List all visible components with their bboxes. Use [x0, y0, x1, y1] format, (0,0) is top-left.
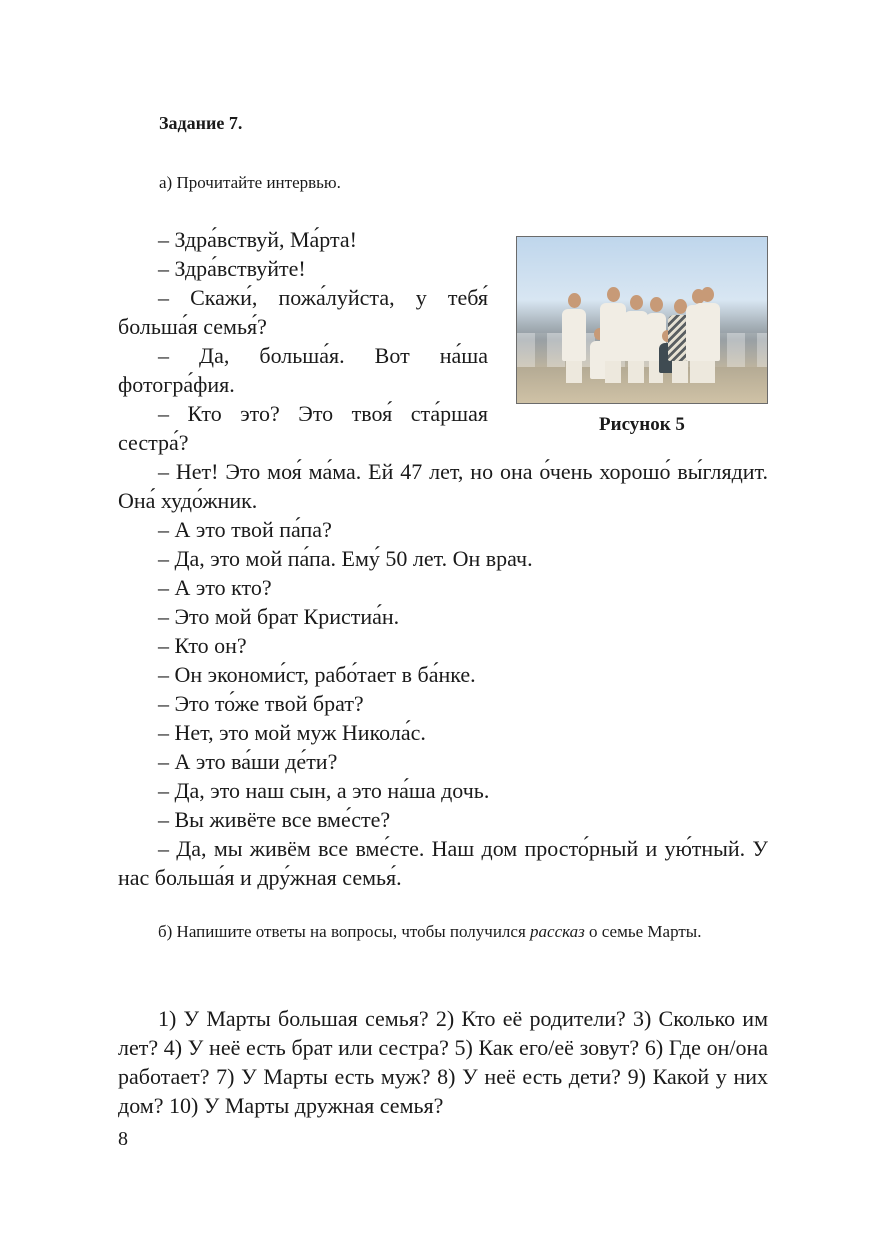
- dialog-line: – Кто он?: [158, 633, 247, 658]
- questions-list: 1) У Марты большая семья? 2) Кто её родители? 3) Сколько им лет? 4) У неё есть брат или сестра? 5) Как его/её зовут? 6) Где он/она работает? 7) У Марты есть муж? 8) У неё есть дети? 9) Какой у них дом? 10) У Марты дружная семья?: [118, 1006, 768, 1118]
- dialog-line: – Кто это? Это твоя́ ста́ршая сестра́?: [118, 401, 488, 455]
- interview-dialog: [118, 225, 768, 892]
- dialog-line: – Да, мы живём все вме́сте. Наш дом просто́рный и ую́тный. У нас больша́я и дру́жная семья́.: [118, 836, 768, 890]
- instruction-part-b-tail: о семье Марты.: [584, 922, 702, 941]
- dialog-line: – А это кто?: [158, 575, 272, 600]
- dialog-line: – Да, это мой па́па. Ему́ 50 лет. Он врач.: [158, 546, 533, 571]
- instruction-part-b-lead: б) Напишите ответы на вопросы, чтобы получился: [158, 922, 531, 941]
- dialog-line: – Нет! Это моя́ ма́ма. Ей 47 лет, но она о́чень хорошо́ вы́глядит. Она́ худо́жник.: [118, 459, 768, 513]
- dialog-line: – А это ва́ши де́ти?: [158, 749, 338, 774]
- instruction-part-b: [118, 917, 768, 947]
- task-title: Задание 7.: [159, 113, 243, 133]
- figure-caption: Рисунок 5: [599, 414, 685, 435]
- dialog-line: – Это то́же твой брат?: [158, 691, 364, 716]
- dialog-line: – А это твой па́па?: [158, 517, 332, 542]
- dialog-line: – Нет, это мой муж Никола́с.: [158, 720, 426, 745]
- dialog-line: – Он экономи́ст, рабо́тает в ба́нке.: [158, 662, 476, 687]
- dialog-line: – Здра́вствуйте!: [158, 256, 306, 281]
- instruction-part-a: а) Прочитайте интервью.: [159, 173, 341, 192]
- dialog-line: – Да, это наш сын, а это на́ша дочь.: [158, 778, 490, 803]
- dialog-line: – Скажи́, пожа́луйста, у тебя́ больша́я семья́?: [118, 285, 488, 339]
- dialog-line: – Да, больша́я. Вот на́ша фотогра́фия.: [118, 343, 488, 397]
- dialog-line: – Вы живёте все вме́сте?: [158, 807, 391, 832]
- dialog-line: – Это мой брат Кристиа́н.: [158, 604, 400, 629]
- page-number: 8: [118, 1128, 128, 1150]
- instruction-part-b-italic: рассказ: [530, 922, 585, 941]
- dialog-line: – Здра́вствуй, Ма́рта!: [158, 227, 357, 252]
